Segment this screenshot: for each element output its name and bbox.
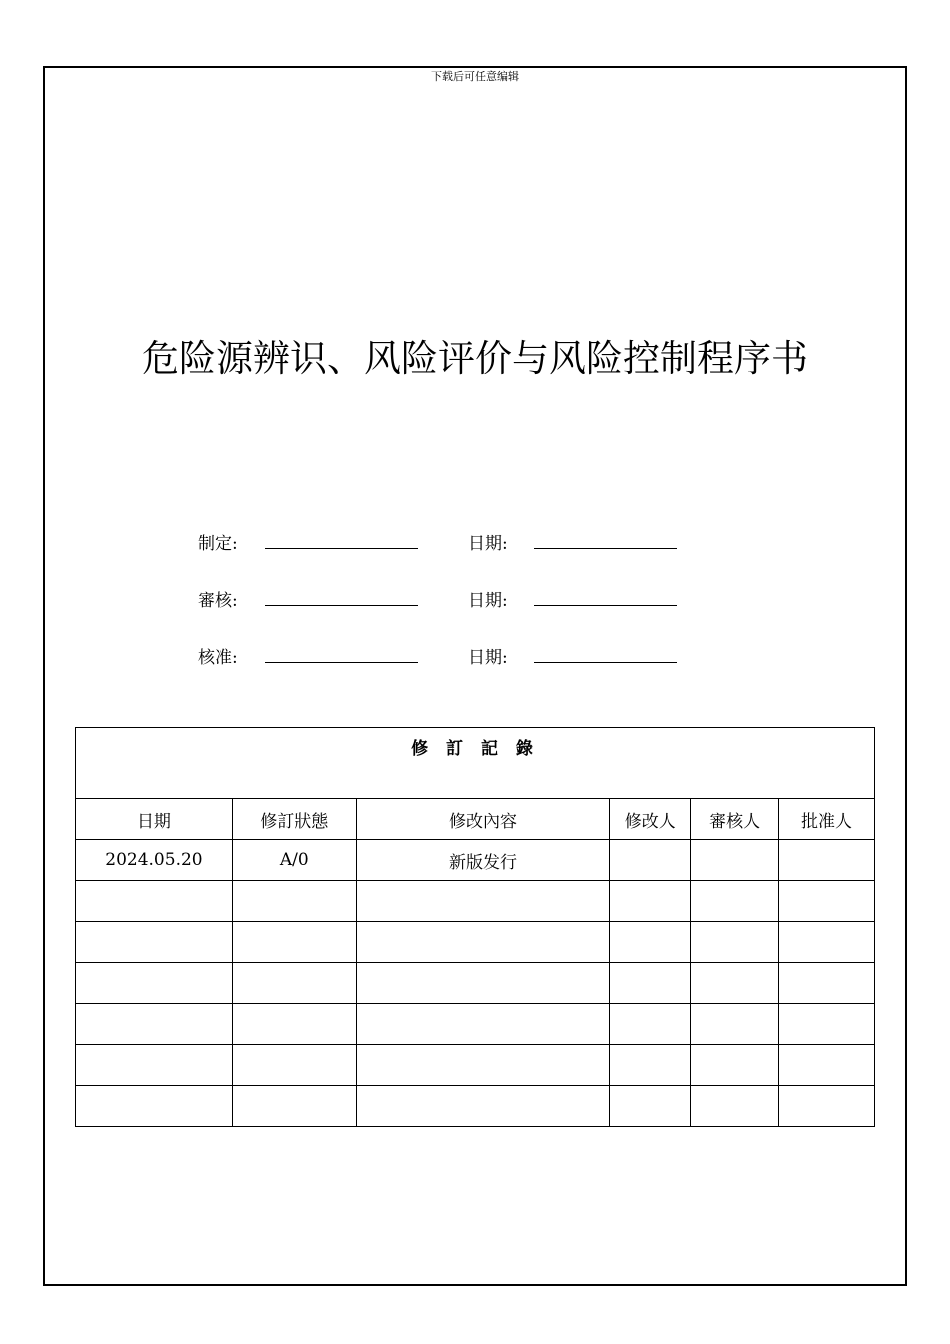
- cell-approver: [779, 1086, 875, 1127]
- signoff-role-label: 制定:: [198, 534, 238, 554]
- signature-line: [265, 548, 418, 549]
- cell-change-content: [356, 1045, 610, 1086]
- column-header-reviewer: 審核人: [691, 799, 779, 840]
- revision-table-caption: 修 訂 記 錄: [76, 728, 875, 799]
- cell-change-content: [356, 881, 610, 922]
- cell-date: [76, 1004, 233, 1045]
- cell-modifier: [610, 963, 691, 1004]
- cell-revision-status: [232, 881, 356, 922]
- cell-reviewer: [691, 963, 779, 1004]
- signoff-role-label: 審核:: [198, 591, 238, 611]
- cell-reviewer: [691, 922, 779, 963]
- cell-approver: [779, 881, 875, 922]
- cell-change-content: [356, 1086, 610, 1127]
- column-header-modifier: 修改人: [610, 799, 691, 840]
- signoff-date-label: 日期:: [468, 534, 508, 554]
- signature-line: [265, 605, 418, 606]
- date-line: [534, 605, 677, 606]
- cell-revision-status: A/0: [232, 840, 356, 881]
- table-row: [76, 1045, 875, 1086]
- cell-change-content: [356, 1004, 610, 1045]
- table-row: [76, 1004, 875, 1045]
- cell-modifier: [610, 1045, 691, 1086]
- cell-change-content: [356, 922, 610, 963]
- cell-date: [76, 1086, 233, 1127]
- revision-table-header-row: [76, 799, 875, 840]
- table-row: [76, 963, 875, 1004]
- signature-line: [265, 662, 418, 663]
- cell-modifier: [610, 1086, 691, 1127]
- cell-reviewer: [691, 1045, 779, 1086]
- cell-modifier: [610, 840, 691, 881]
- cell-approver: [779, 840, 875, 881]
- cell-revision-status: [232, 922, 356, 963]
- cell-approver: [779, 1004, 875, 1045]
- cell-revision-status: [232, 963, 356, 1004]
- column-header-revision-status: 修訂狀態: [232, 799, 356, 840]
- cell-modifier: [610, 922, 691, 963]
- document-title: 危险源辨识、风险评价与风险控制程序书: [142, 337, 808, 380]
- cell-reviewer: [691, 840, 779, 881]
- cell-reviewer: [691, 881, 779, 922]
- cell-date: 2024.05.20: [76, 840, 233, 881]
- cell-date: [76, 1045, 233, 1086]
- date-line: [534, 548, 677, 549]
- cell-revision-status: [232, 1004, 356, 1045]
- cell-reviewer: [691, 1004, 779, 1045]
- cell-reviewer: [691, 1086, 779, 1127]
- cell-approver: [779, 1045, 875, 1086]
- table-row: [76, 922, 875, 963]
- cell-date: [76, 922, 233, 963]
- table-row: [76, 1086, 875, 1127]
- cell-modifier: [610, 1004, 691, 1045]
- signoff-date-label: 日期:: [468, 591, 508, 611]
- column-header-approver: 批准人: [779, 799, 875, 840]
- revision-record-table: [75, 727, 875, 1127]
- date-line: [534, 662, 677, 663]
- signoff-date-label: 日期:: [468, 648, 508, 668]
- cell-revision-status: [232, 1045, 356, 1086]
- signoff-role-label: 核准:: [198, 648, 238, 668]
- column-header-date: 日期: [76, 799, 233, 840]
- table-row: [76, 881, 875, 922]
- header-note: 下载后可任意编辑: [431, 70, 519, 83]
- cell-date: [76, 881, 233, 922]
- cell-date: [76, 963, 233, 1004]
- table-row: [76, 840, 875, 881]
- cell-approver: [779, 963, 875, 1004]
- column-header-change-content: 修改內容: [356, 799, 610, 840]
- cell-change-content: [356, 963, 610, 1004]
- cell-modifier: [610, 881, 691, 922]
- cell-approver: [779, 922, 875, 963]
- cell-change-content: 新版发行: [356, 840, 610, 881]
- cell-revision-status: [232, 1086, 356, 1127]
